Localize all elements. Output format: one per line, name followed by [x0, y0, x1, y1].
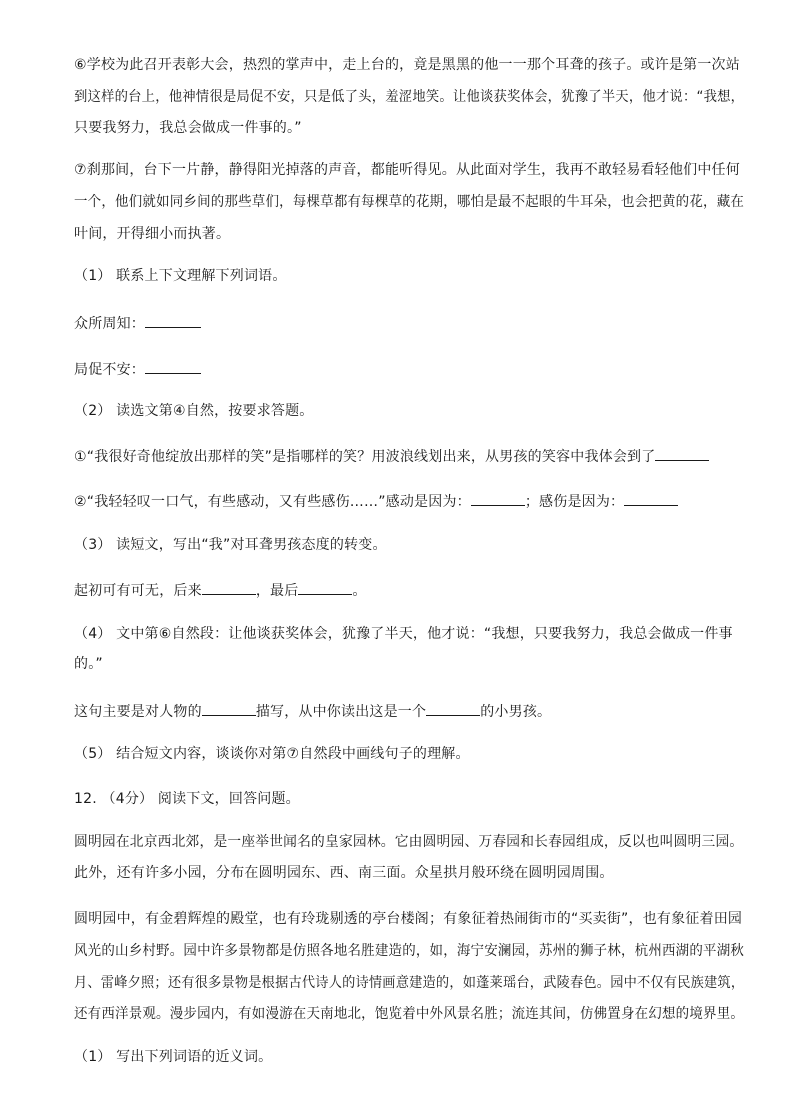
paragraph-6-line-1: ⑥学校为此召开表彰大会，热烈的掌声中，走上台的，竟是黑黑的他一一那个耳聋的孩子。或许是第一次站: [74, 57, 740, 73]
question-3-answer: [74, 581, 744, 599]
passage-2-para-2-line-4: 还有西洋景观。漫步园内，有如漫游在天南地北，饱览着中外风景名胜；流连其间，仿佛置身在幻想的境界里。: [74, 1006, 745, 1022]
paragraph-7-line-2: 一个，他们就如同乡间的那些草们，每棵草都有每棵草的花期，哪怕是最不起眼的牛耳朵，也会把黄的花，藏在: [74, 194, 745, 210]
question-2-b-mid: ；感伤是因为：: [524, 494, 625, 510]
question-4-answer: [74, 702, 744, 720]
question-2-a-text: ①“我很好奇他绽放出那样的笑”是指哪样的笑？用波浪线划出来，从男孩的笑容中我体会到了: [74, 449, 656, 465]
question-4-a3: 的小男孩。: [480, 704, 552, 720]
answer-blank[interactable]: [426, 702, 480, 716]
passage-2-para-1-line-2: 此外，还有许多小园，分布在圆明园东、西、南三面。众星拱月般环绕在圆明园周围。: [74, 865, 614, 881]
question-3-stem: （3） 读短文，写出“我”对耳聋男孩态度的转变。: [74, 537, 387, 553]
answer-blank[interactable]: [145, 314, 201, 328]
passage-2-para-1-line-1: 圆明园在北京西北郊，是一座举世闻名的皇家园林。它由圆明园、万春园和长春园组成，反以也叫圆明三园。: [74, 834, 744, 850]
question-1-stem: （1） 联系上下文理解下列词语。: [74, 268, 287, 284]
answer-blank[interactable]: [655, 447, 709, 461]
question-2-stem: （2） 读选文第④自然，按要求答题。: [74, 403, 314, 419]
question-2-b: [74, 492, 744, 510]
question-1-b: [74, 360, 744, 378]
question-4-stem-line-2: 的。”: [74, 656, 103, 672]
question-12-heading: 12. （4分） 阅读下文，回答问题。: [74, 791, 300, 807]
paragraph-6-line-2: 到这样的台上，他神情很是局促不安，只是低了头，羞涩地笑。让他谈获奖体会，犹豫了半天，他才说：“我想，: [74, 89, 745, 105]
question-1-b-label: 局促不安：: [74, 362, 145, 378]
question-3-a2: ，最后: [255, 583, 299, 599]
question-5-stem: （5） 结合短文内容，谈谈你对第⑦自然段中画线句子的理解。: [74, 746, 470, 762]
passage-2-para-2-line-2: 风光的山乡村野。园中许多景物都是仿照各地名胜建造的，如，海宁安澜园，苏州的狮子林，杭州西湖的平湖秋: [74, 943, 745, 959]
question-2-b-pre: ②“我轻轻叹一口气，有些感动，又有些感伤……”感动是因为：: [74, 494, 471, 510]
question-3-a3: 。: [352, 583, 367, 599]
passage-2-para-2-line-1: 圆明园中，有金碧辉煌的殿堂，也有玲珑剔透的亭台楼阁；有象征着热闹街市的“买卖街”，也有象征着田园: [74, 911, 743, 927]
question-12-1-stem: （1） 写出下列词语的近义词。: [74, 1049, 273, 1065]
question-4-stem-line-1: （4） 文中第⑥自然段：让他谈获奖体会，犹豫了半天，他才说：“我想，只要我努力，我总会做成一件事: [74, 626, 733, 642]
answer-blank[interactable]: [298, 581, 352, 595]
question-2-a: [74, 447, 744, 465]
passage-2-para-2-line-3: 月、雷峰夕照；还有很多景物是根据古代诗人的诗情画意建造的，如蓬莱瑶台，武陵春色。园中不仅有民族建筑，: [74, 975, 745, 991]
paragraph-7-line-3: 叶间，开得细小而执著。: [74, 226, 231, 242]
question-1-a: [74, 314, 744, 332]
paragraph-7-line-1: ⑦刹那间，台下一片静，静得阳光掉落的声音，都能听得见。从此面对学生，我再不敢轻易看轻他们中任何: [74, 162, 740, 178]
answer-blank[interactable]: [624, 492, 678, 506]
answer-blank[interactable]: [202, 581, 256, 595]
answer-blank[interactable]: [145, 360, 201, 374]
question-4-a2: 描写，从中你读出这是一个: [255, 704, 427, 720]
answer-blank[interactable]: [202, 702, 256, 716]
paragraph-6-line-3: 只要我努力，我总会做成一件事的。”: [74, 120, 302, 136]
question-3-a1: 起初可有可无，后来: [74, 583, 202, 599]
question-4-a1: 这句主要是对人物的: [74, 704, 202, 720]
question-1-a-label: 众所周知：: [74, 316, 145, 332]
answer-blank[interactable]: [471, 492, 525, 506]
